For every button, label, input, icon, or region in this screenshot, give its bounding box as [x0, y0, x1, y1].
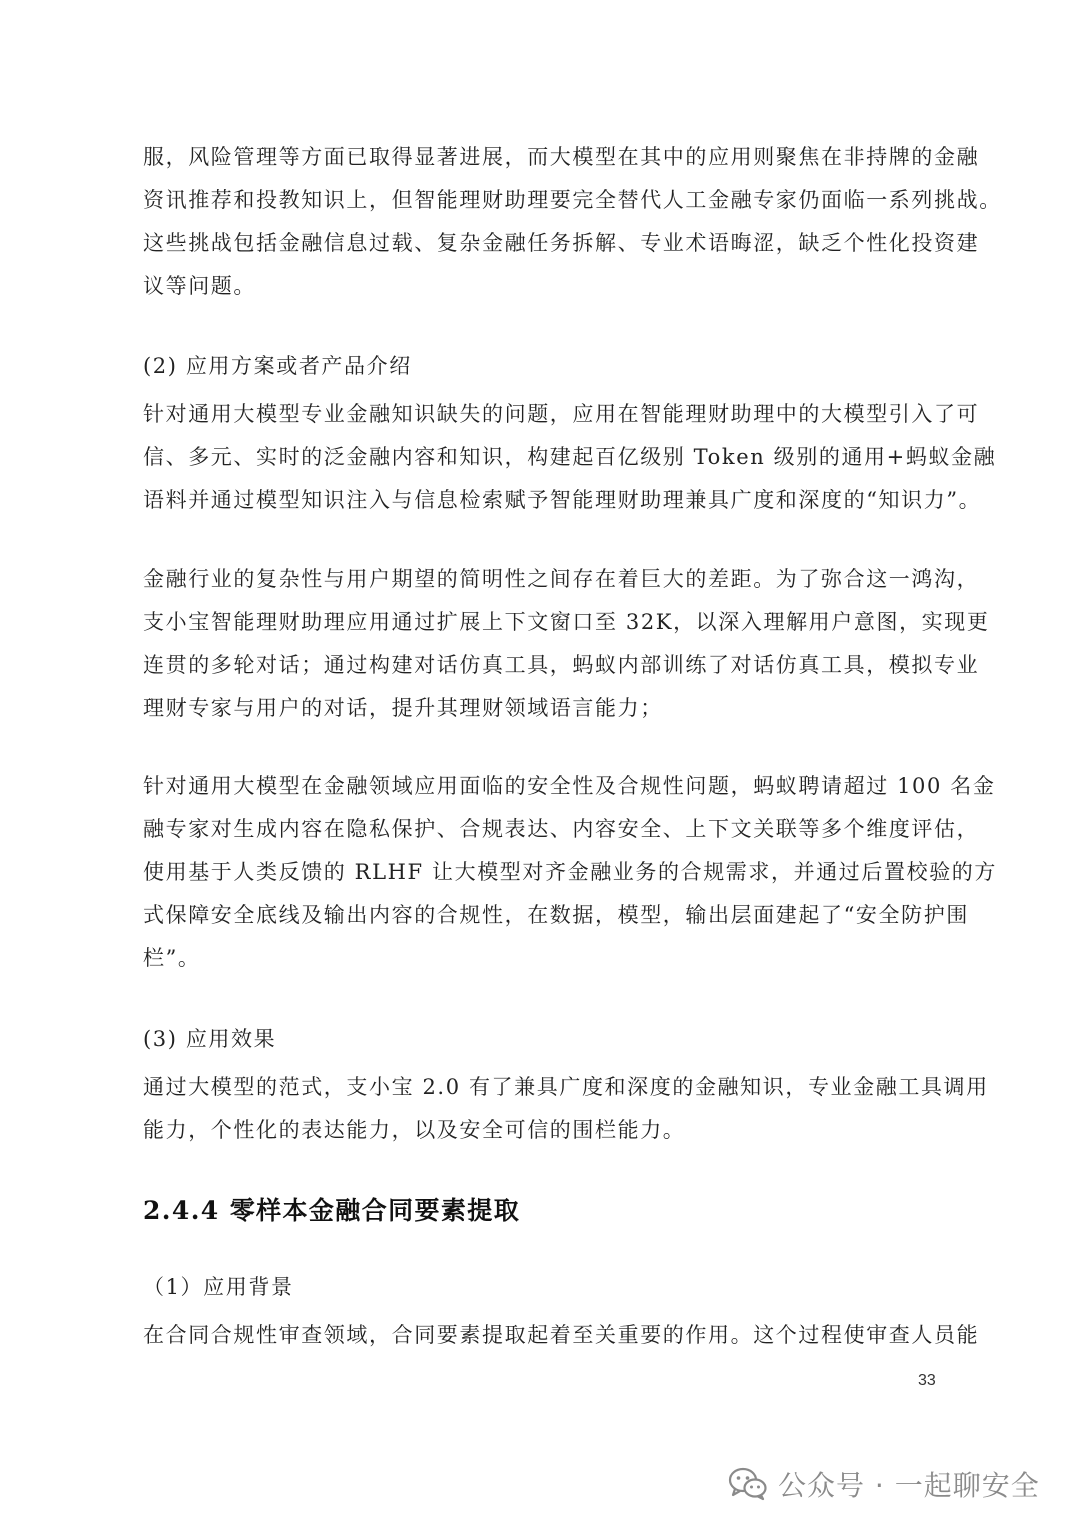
text-line: 使用基于人类反馈的 RLHF 让大模型对齐金融业务的合规需求，并通过后置校验的方 [143, 860, 997, 884]
text-line: 连贯的多轮对话；通过构建对话仿真工具，蚂蚁内部训练了对话仿真工具，模拟专业 [143, 653, 980, 677]
paragraph-continuation [143, 136, 1002, 308]
text-line: 通过大模型的范式，支小宝 2.0 有了兼具广度和深度的金融知识，专业金融工具调用 [143, 1075, 989, 1099]
text-line: 针对通用大模型专业金融知识缺失的问题，应用在智能理财助理中的大模型引入了可 [143, 402, 980, 426]
text-line: 服，风险管理等方面已取得显著进展，而大模型在其中的应用则聚焦在非持牌的金融 [143, 145, 980, 169]
text-line: 这些挑战包括金融信息过载、复杂金融任务拆解、专业术语晦涩，缺乏个性化投资建 [143, 231, 980, 255]
paragraph-background [143, 1314, 980, 1357]
paragraph-effect [143, 1066, 989, 1152]
page-number: 33 [918, 1372, 936, 1389]
section-title: 2.4.4 零样本金融合同要素提取 [143, 1196, 521, 1225]
text-line: 信、多元、实时的泛金融内容和知识，构建起百亿级别 Token 级别的通用+蚂蚁金融 [143, 445, 997, 469]
text-line: 针对通用大模型在金融领域应用面临的安全性及合规性问题，蚂蚁聘请超过 100 名金 [143, 774, 996, 798]
text-line: 能力，个性化的表达能力，以及安全可信的围栏能力。 [143, 1118, 686, 1142]
text-line: 支小宝智能理财助理应用通过扩展上下文窗口至 32K，以深入理解用户意图，实现更 [143, 610, 990, 634]
subheading-solution: (2) 应用方案或者产品介绍 [143, 354, 412, 378]
text-line: 在合同合规性审查领域，合同要素提取起着至关重要的作用。这个过程使审查人员能 [143, 1323, 980, 1347]
paragraph-solution [143, 393, 997, 522]
paragraph-context-window [143, 558, 990, 730]
text-line: 融专家对生成内容在隐私保护、合规表达、内容安全、上下文关联等多个维度评估， [143, 817, 980, 841]
watermark-text: 公众号 · 一起聊安全 [778, 1469, 1040, 1502]
text-line: 议等问题。 [143, 274, 256, 298]
wechat-icon [728, 1466, 768, 1502]
text-line: 理财专家与用户的对话，提升其理财领域语言能力； [143, 696, 663, 720]
text-line: 栏”。 [143, 946, 201, 970]
paragraph-compliance [143, 765, 997, 980]
text-line: 金融行业的复杂性与用户期望的简明性之间存在着巨大的差距。为了弥合这一鸿沟， [143, 567, 980, 591]
text-line: 资讯推荐和投教知识上，但智能理财助理要完全替代人工金融专家仍面临一系列挑战。 [143, 188, 1002, 212]
subheading-effect: (3) 应用效果 [143, 1027, 277, 1051]
text-line: 语料并通过模型知识注入与信息检索赋予智能理财助理兼具广度和深度的“知识力”。 [143, 488, 982, 512]
text-line: 式保障安全底线及输出内容的合规性，在数据，模型，输出层面建起了“安全防护围 [143, 903, 969, 927]
subheading-background: （1）应用背景 [143, 1275, 294, 1299]
watermark [728, 1460, 1040, 1508]
